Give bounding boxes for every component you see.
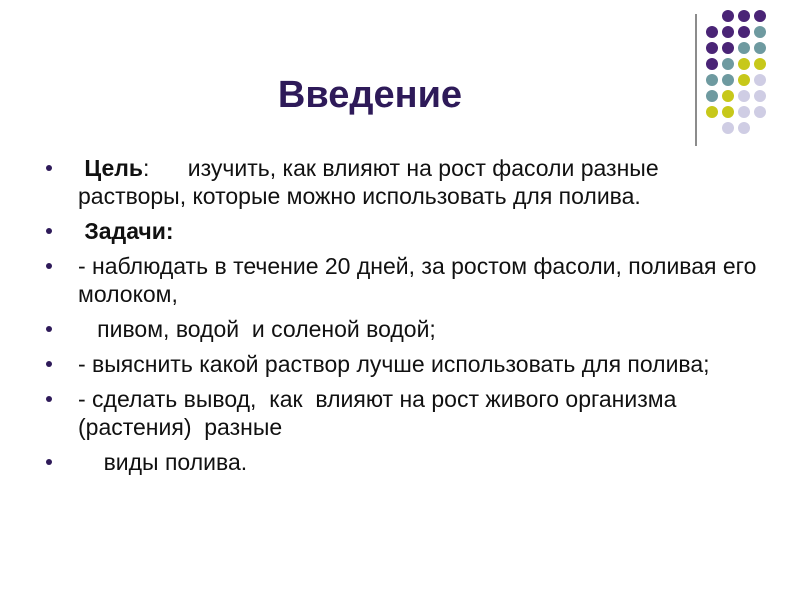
decorative-dot xyxy=(738,58,750,70)
bullet-item xyxy=(40,448,760,476)
bullet-icon xyxy=(46,326,52,332)
bullet-body: : изучить, как влияют на рост фасоли разные растворы, которые можно использовать для полива. xyxy=(78,155,665,209)
bullet-item-goal xyxy=(40,154,760,210)
bullet-bold-label: Цель xyxy=(84,155,144,181)
decorative-dot xyxy=(738,122,750,134)
bullet-bold-label: Задачи: xyxy=(84,218,174,244)
decorative-dot xyxy=(754,90,766,102)
bullet-list xyxy=(40,154,770,483)
decorative-dot xyxy=(754,26,766,38)
decorative-dot xyxy=(722,26,734,38)
bullet-icon xyxy=(46,165,52,171)
decorative-dot xyxy=(706,42,718,54)
decorative-dot xyxy=(754,106,766,118)
bullet-body: - сделать вывод, как влияют на рост живого организма (растения) разные xyxy=(78,386,690,440)
bullet-icon xyxy=(46,263,52,269)
slide-title: Введение xyxy=(277,74,463,116)
bullet-icon xyxy=(46,396,52,402)
bullet-icon xyxy=(46,228,52,234)
bullet-icon xyxy=(46,361,52,367)
decorative-dot xyxy=(706,58,718,70)
bullet-item xyxy=(40,350,760,378)
bullet-icon xyxy=(46,459,52,465)
decorative-dot xyxy=(722,58,734,70)
decorative-dot xyxy=(754,58,766,70)
bullet-item xyxy=(40,252,770,308)
bullet-text xyxy=(78,155,665,209)
decorative-dot xyxy=(738,42,750,54)
decorative-dot xyxy=(754,74,766,86)
decorative-dot xyxy=(754,42,766,54)
bullet-item xyxy=(40,385,760,441)
decorative-dot xyxy=(738,10,750,22)
bullet-body: пивом, водой и соленой водой; xyxy=(78,316,436,342)
decorative-dot xyxy=(722,42,734,54)
bullet-item-tasks xyxy=(40,217,760,245)
decorative-dot xyxy=(706,26,718,38)
bullet-text xyxy=(78,218,174,244)
bullet-body: - наблюдать в течение 20 дней, за ростом фасоли, поливая его молоком, xyxy=(78,253,770,307)
decorative-dot xyxy=(722,10,734,22)
decorative-dot xyxy=(754,10,766,22)
decorative-dot xyxy=(738,26,750,38)
decorative-dot xyxy=(722,122,734,134)
bullet-item xyxy=(40,315,760,343)
bullet-body: виды полива. xyxy=(78,449,248,475)
bullet-body: - выяснить какой раствор лучше использовать для полива; xyxy=(78,351,710,377)
